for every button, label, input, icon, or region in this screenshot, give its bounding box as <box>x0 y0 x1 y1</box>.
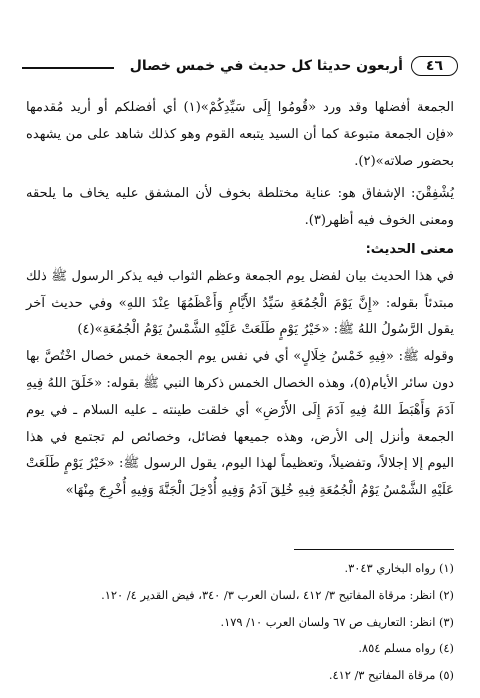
footnote: (٢) انظر: مرقاة المفاتيح ٣/ ٤١٢ ،لسان العرب ٣/ ٣٤٠، فيض القدير ٤/ ١٢٠. <box>101 587 454 602</box>
footnote: (٤) رواه مسلم ٨٥٤. <box>358 641 454 656</box>
paragraph: وقوله ﷺ: «فِيهِ خَمْسُ خِلَالٍ» أي في نفس يوم الجمعة خمس خصال اخْتُصَّ بها دون سائر الأيام(٥)، وهذه الخصال الخمس ذكرها النبي ﷺ بقوله: «خَلَقَ اللهُ فِيهِ آدَمَ وَأَهْبَطَ اللهُ فِيهِ آدَمَ إِلَى الأَرْضِ» أي خلقت طينته ـ عليه السلام ـ في يوم الجمعة وأنزل إلى الأرض، وهذه جميعها فضائل، وخصائص لم تجتمع في هذا اليوم إلا إجلالاً، وتفضيلاً، وتعظيماً لهذا اليوم، يقول الرسول ﷺ: «خَيْرُ يَوْمٍ طَلَعَتْ عَلَيْهِ الشَّمْسُ يَوْمُ الْجُمُعَةِ فِيهِ خُلِقَ آدَمُ وَفِيهِ أُدْخِلَ الْجَنَّةَ وَفِيهِ أُخْرِجَ مِنْهَا» <box>26 349 454 499</box>
page-header <box>22 52 458 80</box>
page-number: ٤٦ <box>411 56 458 76</box>
paragraph-definition: يُشْفِقْنَ: الإشفاق هو: عناية مختلطة بخوف لأن المشفق عليه يخاف ما يلحقه ومعنى الخوف فيه أظهر(٣). <box>26 186 454 229</box>
footnote-separator <box>294 549 454 550</box>
footnote: (١) رواه البخاري ٣٠٤٣. <box>344 561 454 575</box>
header-rule <box>22 67 114 69</box>
running-title: أربعون حديثا كل حديث في خمس خصال <box>124 58 403 74</box>
footnote: (٥) مرقاة المفاتيح ٣/ ٤١٢. <box>328 668 454 683</box>
footnote: (٣) انظر: التعاريف ص ٦٧ ولسان العرب ١٠/ ١٧٩. <box>220 614 454 629</box>
paragraph: في هذا الحديث بيان لفضل يوم الجمعة وعظم الثواب فيه يذكر الرسول ﷺ ذلك مبتدئاً بقوله: «إِنَّ يَوْمَ الْجُمُعَةِ سَيِّدُ الأَيَّامِ وَأَعْظَمُهَا عِنْدَ اللهِ» وفي حديث آخر يقول الرَّسُولُ اللهُ ﷺ: «خَيْرُ يَوْمٍ طَلَعَتْ عَلَيْهِ الشَّمْسُ يَوْمُ الْجُمُعَةِ»(٤) <box>26 268 454 338</box>
page-body <box>26 95 454 505</box>
paragraph: الجمعة أفضلها وقد ورد «قُومُوا إِلَى سَيِّدِكُمْ»(١) أي أفضلكم أو أريد مُقدمها «فإن الجمعة متبوعة كما أن السيد يتبعه القوم وهو كذلك شاهد على من يشهده بحضور صلاته»(٢). <box>26 100 455 169</box>
footnotes <box>26 555 454 689</box>
section-heading: معنى الحديث: <box>365 241 454 257</box>
